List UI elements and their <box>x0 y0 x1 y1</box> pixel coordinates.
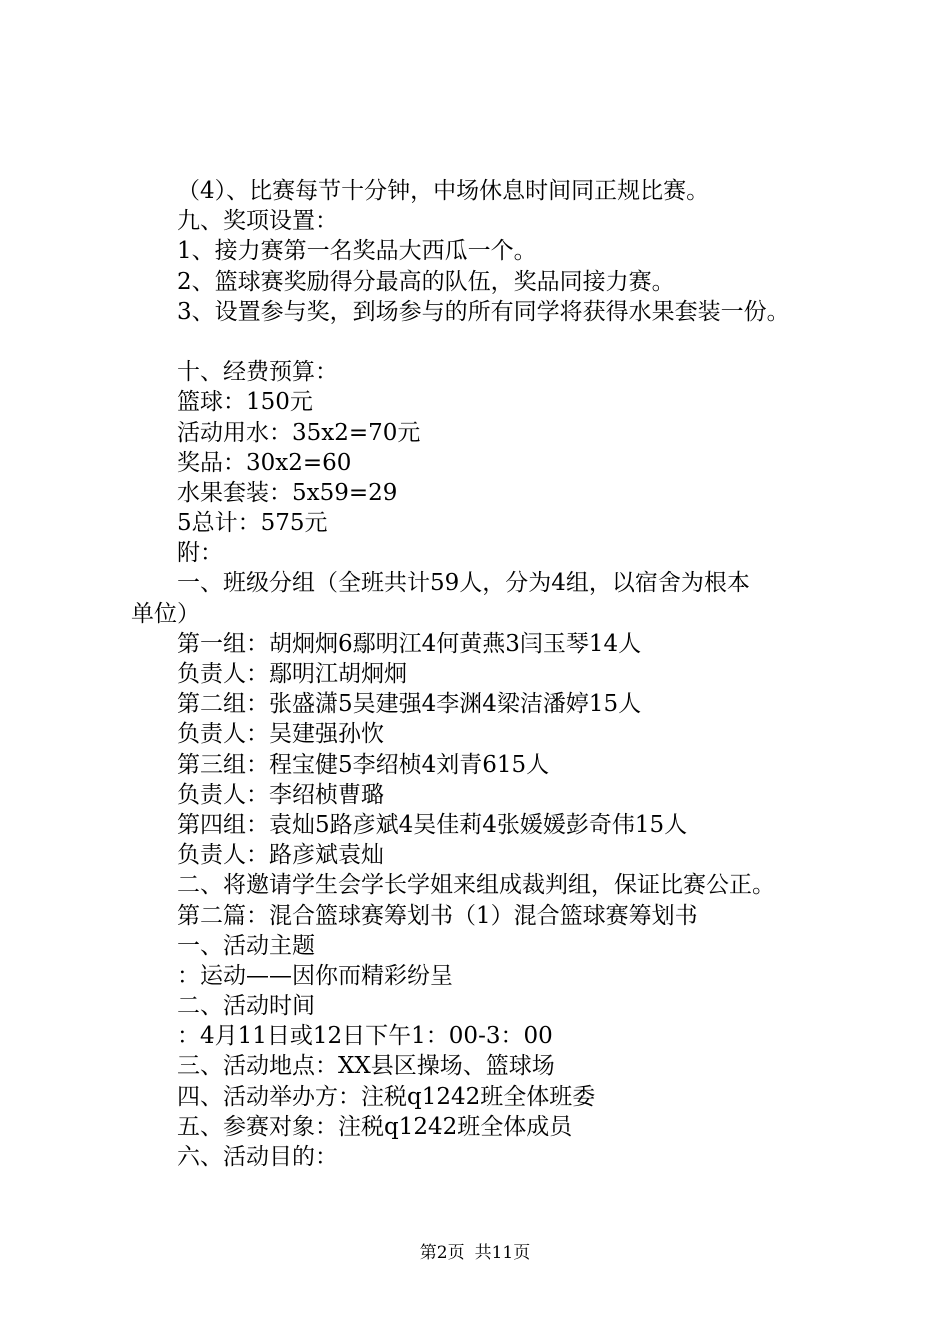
budget-total: 5总计：575元 <box>177 510 328 537</box>
group-line: 第二组：张盛潇5吴建强4李渊4梁洁潘婷15人 <box>177 691 642 718</box>
section-heading: 九、奖项设置： <box>177 208 338 235</box>
appendix-heading: 附： <box>177 540 223 567</box>
budget-item: 篮球：150元 <box>177 389 313 416</box>
page-total: 共11页 <box>474 1243 531 1263</box>
section-heading: 十、经费预算： <box>177 359 338 386</box>
section-heading: 四、活动举办方：注税q1242班全体班委 <box>177 1083 596 1110</box>
text-line: ：运动——因你而精彩纷呈 <box>177 962 453 989</box>
group-line: 第一组：胡炯炯6鄢明江4何黄燕3闫玉琴14人 <box>177 630 642 657</box>
text-line: 2、篮球赛奖励得分最高的队伍，奖品同接力赛。 <box>177 268 675 295</box>
budget-item: 水果套装：5x59=29 <box>177 479 398 506</box>
text-line: 一、班级分组（全班共计59人，分为4组，以宿舍为根本 <box>177 570 750 597</box>
text-line: （4）、比赛每节十分钟，中场休息时间同正规比赛。 <box>177 178 710 204</box>
text-line: 二、将邀请学生会学长学姐来组成裁判组，保证比赛公正。 <box>177 872 775 899</box>
group-line: 第三组：程宝健5李绍桢4刘青615人 <box>177 751 550 778</box>
page-footer <box>0 1242 950 1264</box>
group-leader-line: 负责人：李绍桢曹璐 <box>177 781 384 808</box>
group-line: 第四组：袁灿5路彦斌4吴佳莉4张媛媛彭奇伟15人 <box>177 811 688 838</box>
text-line: ：4月11日或12日下午1：00-3：00 <box>177 1023 553 1050</box>
group-leader-line: 负责人：路彦斌袁灿 <box>177 842 384 869</box>
text-line: 1、接力赛第一名奖品大西瓜一个。 <box>177 238 537 265</box>
blank-line <box>131 327 851 357</box>
page-number: 第2页 <box>419 1243 465 1263</box>
section-heading: 三、活动地点：XX县区操场、篮球场 <box>177 1053 555 1080</box>
section-heading: 一、活动主题 <box>177 932 315 959</box>
section-heading: 二、活动时间 <box>177 993 315 1020</box>
group-leader-line: 负责人：吴建强孙忺 <box>177 721 384 748</box>
budget-item: 活动用水：35x2=70元 <box>177 419 421 446</box>
section-heading: 六、活动目的： <box>177 1144 338 1170</box>
document-body <box>131 176 851 1172</box>
chapter-title: 第二篇：混合篮球赛筹划书（1）混合篮球赛筹划书 <box>177 902 698 929</box>
section-heading: 五、参赛对象：注税q1242班全体成员 <box>177 1113 573 1140</box>
group-leader-line: 负责人：鄢明江胡炯炯 <box>177 661 407 687</box>
text-line-continuation: 单位） <box>131 600 200 627</box>
text-line: 3、设置参与奖，到场参与的所有同学将获得水果套装一份。 <box>177 298 790 325</box>
budget-item: 奖品：30x2=60 <box>177 449 352 476</box>
